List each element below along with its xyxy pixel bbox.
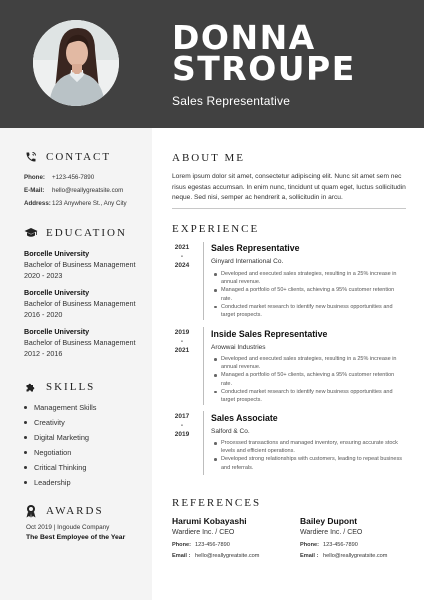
section-divider <box>172 208 406 209</box>
experience-heading: EXPERIENCE <box>172 223 260 235</box>
contact-email-value: hello@reallygreatsite.com <box>52 187 124 194</box>
profile-photo <box>33 20 119 106</box>
header-banner <box>0 0 424 128</box>
education-school: Borcelle University <box>24 288 90 297</box>
education-degree: Bachelor of Business Management <box>24 299 136 308</box>
award-name: The Best Employee of the Year <box>26 534 126 541</box>
job-bullet: Developed and executed sales strategies, resulting in a 25% increase in annual revenue. <box>213 270 403 286</box>
education-years: 2012 - 2016 <box>24 349 63 358</box>
job-bullets <box>213 439 403 472</box>
job-year-end: 2021 <box>174 347 190 354</box>
reference-card <box>172 516 259 559</box>
reference-name: Harumi Kobayashi <box>172 516 247 526</box>
job-company: Salford & Co. <box>211 428 250 435</box>
education-degree: Bachelor of Business Management <box>24 338 136 347</box>
contact-phone-label: Phone: <box>24 174 45 181</box>
award-date-company: Oct 2019 | Ingoude Company <box>26 524 110 531</box>
skills-title: SKILLS <box>46 381 96 393</box>
education-item <box>24 326 135 359</box>
job-year-end: 2024 <box>174 262 190 269</box>
job-bullets <box>213 355 403 404</box>
contact-address-value: 123 Anywhere St., Any City <box>52 200 127 207</box>
job-bullet: Managed a portfolio of 50+ clients, achieving a 95% customer retention rate. <box>213 371 403 387</box>
reference-name: Bailey Dupont <box>300 516 358 526</box>
contact-heading <box>24 150 111 164</box>
skill-item: Leadership <box>24 478 71 487</box>
timeline-line <box>203 411 204 475</box>
contact-phone-value: +123-456-7890 <box>52 174 95 181</box>
contact-email-label: E-Mail: <box>24 187 45 194</box>
job-bullet: Conducted market research to identify new business opportunities and target prospects. <box>213 303 403 319</box>
references-heading: REFERENCES <box>172 497 262 509</box>
education-title: EDUCATION <box>46 227 127 239</box>
job-company: Ginyard International Co. <box>211 258 284 265</box>
job-year-dash: - <box>180 253 184 260</box>
education-years: 2020 - 2023 <box>24 271 63 280</box>
job-bullet: Developed strong relationships with customers, leading to repeat business and referrals. <box>213 455 403 471</box>
name-last: STROUPE <box>172 49 356 88</box>
skill-item: Negotiation <box>24 448 71 457</box>
skill-item: Critical Thinking <box>24 463 86 472</box>
job-role: Sales Representative <box>172 94 291 108</box>
reference-position: Wardiere Inc. / CEO <box>300 529 363 536</box>
job-bullet: Developed and executed sales strategies, resulting in a 25% increase in annual revenue. <box>213 355 403 371</box>
job-title: Sales Associate <box>211 413 278 423</box>
skill-item: Creativity <box>24 418 65 427</box>
skill-item: Management Skills <box>24 403 96 412</box>
contact-email <box>24 187 123 194</box>
about-heading: ABOUT ME <box>172 152 245 164</box>
job-year-start: 2017 <box>174 413 190 420</box>
education-item <box>24 287 135 320</box>
education-years: 2016 - 2020 <box>24 310 63 319</box>
candidate-name <box>172 18 356 88</box>
graduation-cap-icon <box>24 226 38 240</box>
reference-position: Wardiere Inc. / CEO <box>172 529 235 536</box>
reference-email: Email : hello@reallygreatsite.com <box>172 553 260 559</box>
job-year-end: 2019 <box>174 431 190 438</box>
skills-heading <box>24 380 95 394</box>
contact-title: CONTACT <box>46 151 112 163</box>
contact-address <box>24 200 127 207</box>
job-title: Sales Representative <box>211 243 300 253</box>
education-degree: Bachelor of Business Management <box>24 260 136 269</box>
name-first: DONNA <box>172 18 316 57</box>
job-bullet: Conducted market research to identify new business opportunities and target prospects. <box>213 388 403 404</box>
job-bullets <box>213 270 403 319</box>
job-years <box>172 412 192 439</box>
job-bullet: Managed a portfolio of 50+ clients, achieving a 95% customer retention rate. <box>213 286 403 302</box>
phone-icon <box>24 150 38 164</box>
reference-phone: Phone: 123-456-7890 <box>172 542 230 548</box>
puzzle-icon <box>24 380 38 394</box>
skill-item: Digital Marketing <box>24 433 89 442</box>
contact-address-label: Address: <box>24 200 51 207</box>
education-school: Borcelle University <box>24 327 90 336</box>
awards-heading <box>24 504 104 518</box>
contact-phone <box>24 174 94 181</box>
about-text: Lorem ipsum dolor sit amet, consectetur adipiscing elit. Nunc sit amet sem nec risus egestas accumsan. In enim nunc, tincidunt ut quam eget, luctus sollicitudin neque. Sed nisi, semper ac hendrerit a, sollicitudin in arcu. <box>172 173 406 201</box>
job-year-start: 2019 <box>174 329 190 336</box>
job-year-start: 2021 <box>174 244 190 251</box>
timeline-line <box>203 242 204 320</box>
awards-title: AWARDS <box>46 505 104 517</box>
job-company: Arowwai Industries <box>211 344 266 351</box>
job-years <box>172 328 192 355</box>
education-item <box>24 248 135 281</box>
timeline-line <box>203 327 204 405</box>
job-years <box>172 243 192 270</box>
reference-phone: Phone: 123-456-7890 <box>300 542 358 548</box>
education-school: Borcelle University <box>24 249 90 258</box>
job-year-dash: - <box>180 422 184 429</box>
award-icon <box>24 504 38 518</box>
job-title: Inside Sales Representative <box>211 329 328 339</box>
reference-email: Email : hello@reallygreatsite.com <box>300 553 388 559</box>
job-year-dash: - <box>180 338 184 345</box>
job-bullet: Processed transactions and managed inventory, ensuring accurate stock levels and efficient operations. <box>213 439 403 455</box>
education-heading <box>24 226 127 240</box>
reference-card <box>300 516 387 559</box>
